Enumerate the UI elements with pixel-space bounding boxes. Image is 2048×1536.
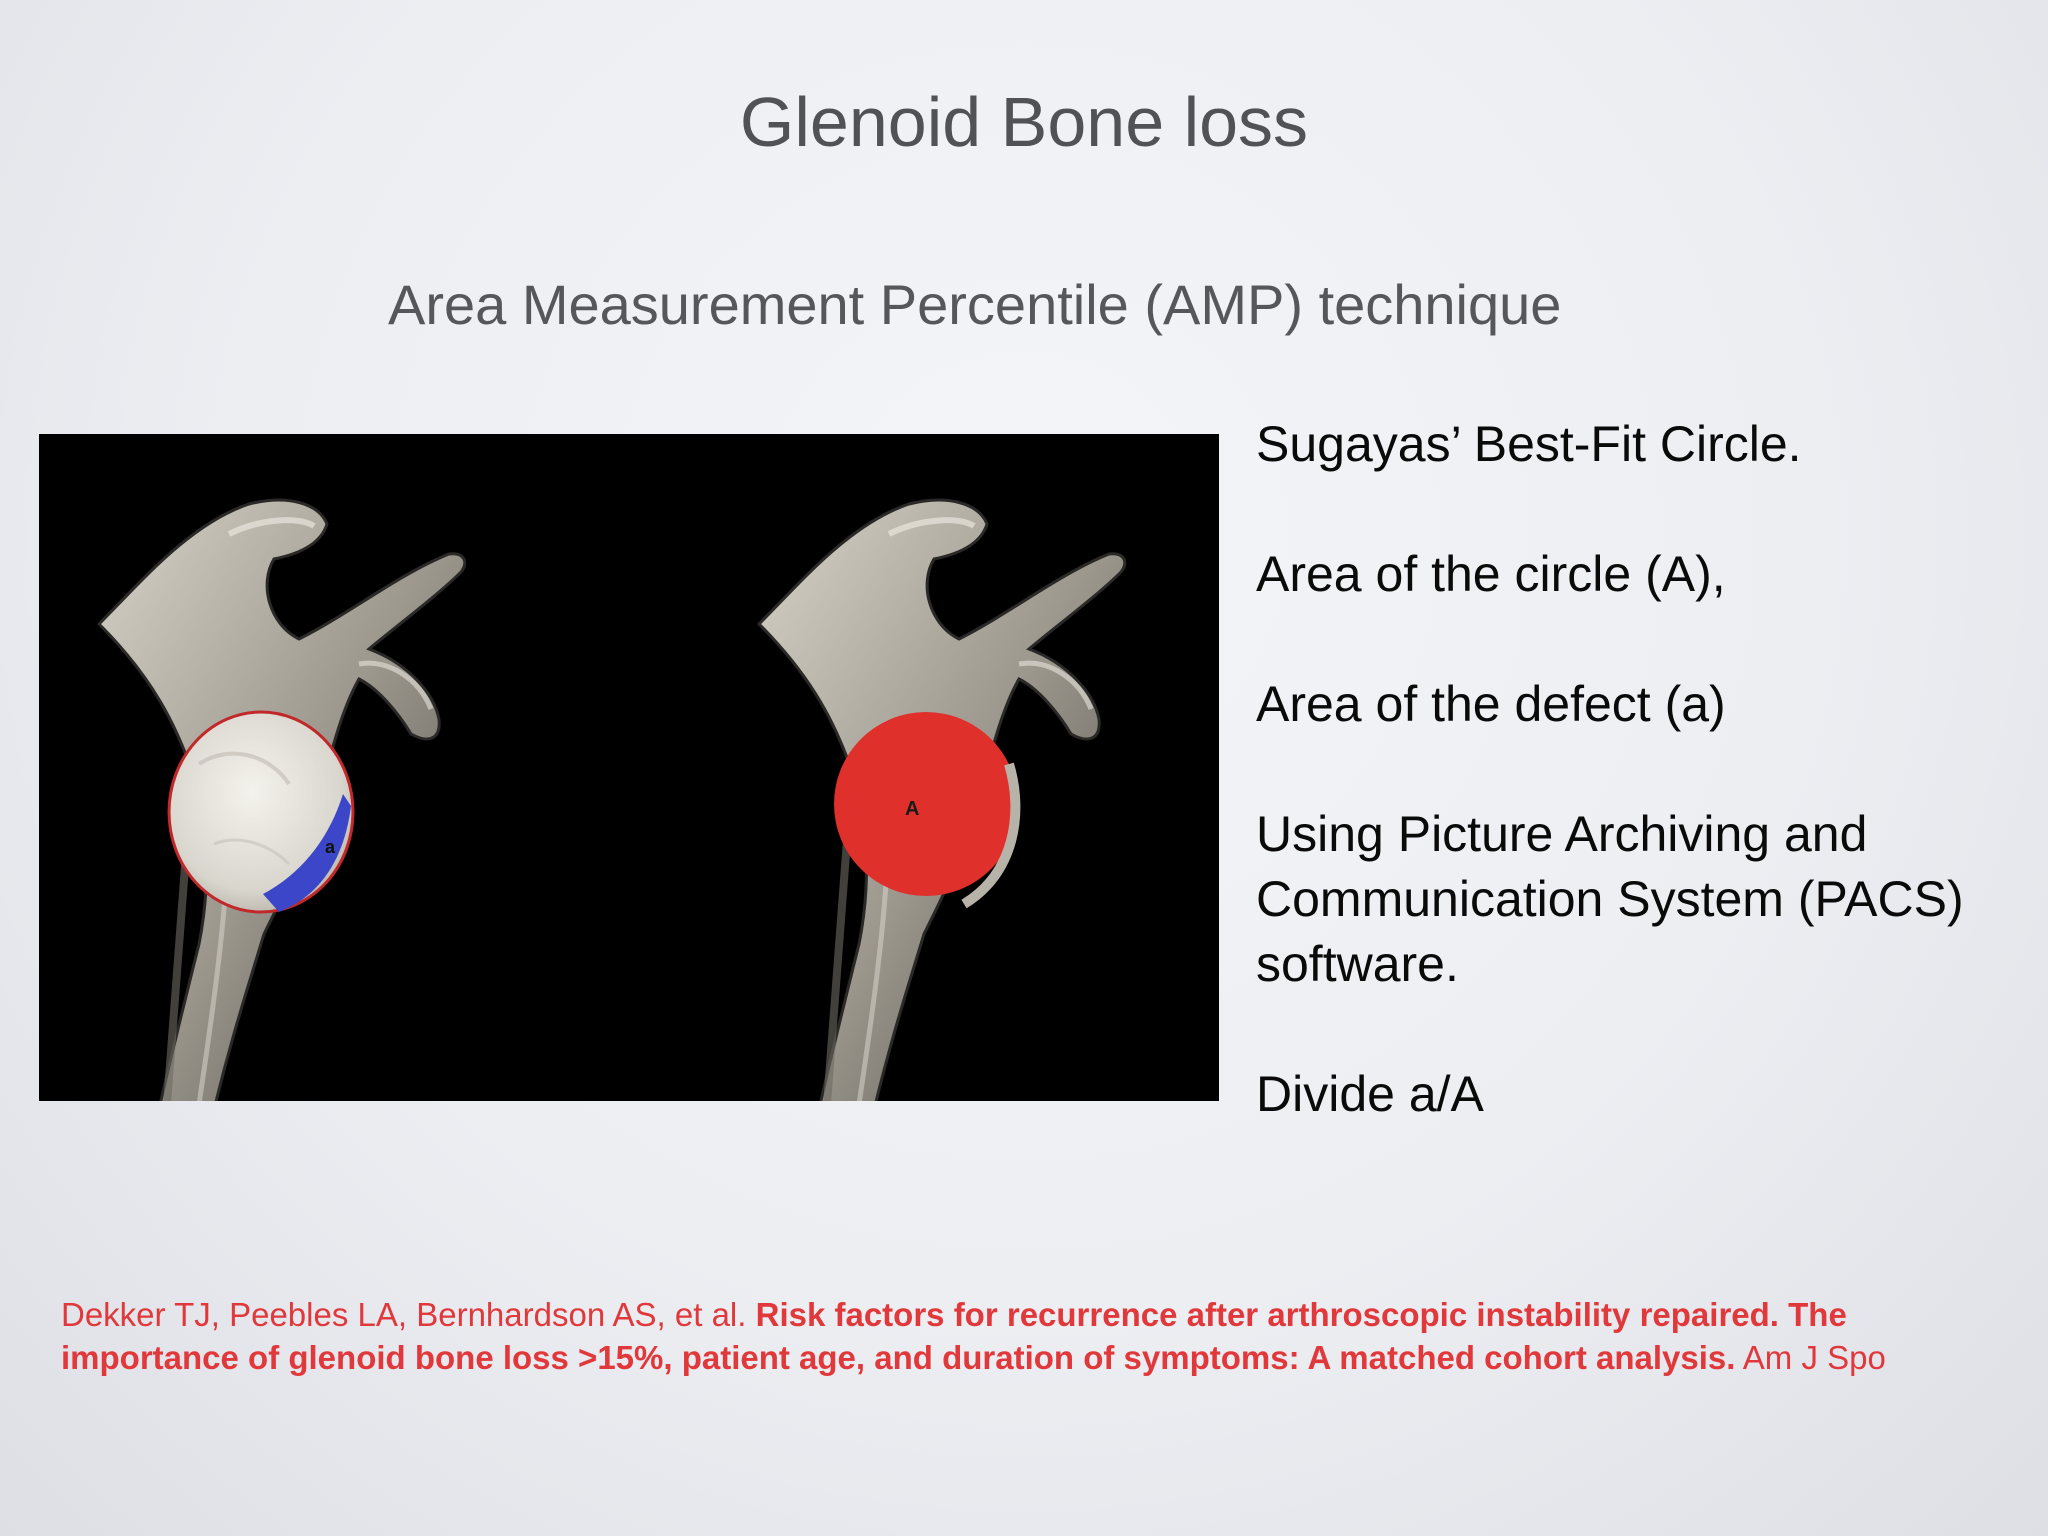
slide-subtitle: Area Measurement Percentile (AMP) technique [388, 273, 1562, 336]
citation-title-part-1: Risk factors for recurrence after arthroscopic instability repaired. The [755, 1296, 1847, 1333]
ct-scan-illustration [39, 434, 1219, 1101]
citation-line-2 [61, 1336, 2048, 1379]
bullet-item: Area of the defect (a) [1256, 676, 1726, 732]
citation-title-part-2: importance of glenoid bone loss >15%, patient age, and duration of symptoms: A matched cohort analysis. [61, 1339, 1736, 1376]
bullet-item: Using Picture Archiving and Communication System (PACS) software. [1256, 806, 1964, 992]
circle-label: A [905, 798, 920, 820]
ct-scan-figure [39, 434, 1219, 1101]
area-circle [834, 712, 1018, 896]
defect-label: a [325, 837, 336, 857]
bullet-item: Divide a/A [1256, 1066, 1484, 1122]
bullet-list [1256, 412, 2046, 1192]
citation-line-1 [61, 1293, 2048, 1336]
bullet-item: Area of the circle (A), [1256, 546, 1726, 602]
citation-authors: Dekker TJ, Peebles LA, Bernhardson AS, et al. [61, 1296, 756, 1333]
best-fit-circle [169, 712, 353, 912]
bullet-item: Sugayas’ Best-Fit Circle. [1256, 416, 1802, 472]
slide-title: Glenoid Bone loss [739, 83, 1309, 161]
citation-journal: Am J Spo [1735, 1339, 1886, 1376]
citation [61, 1293, 2048, 1393]
